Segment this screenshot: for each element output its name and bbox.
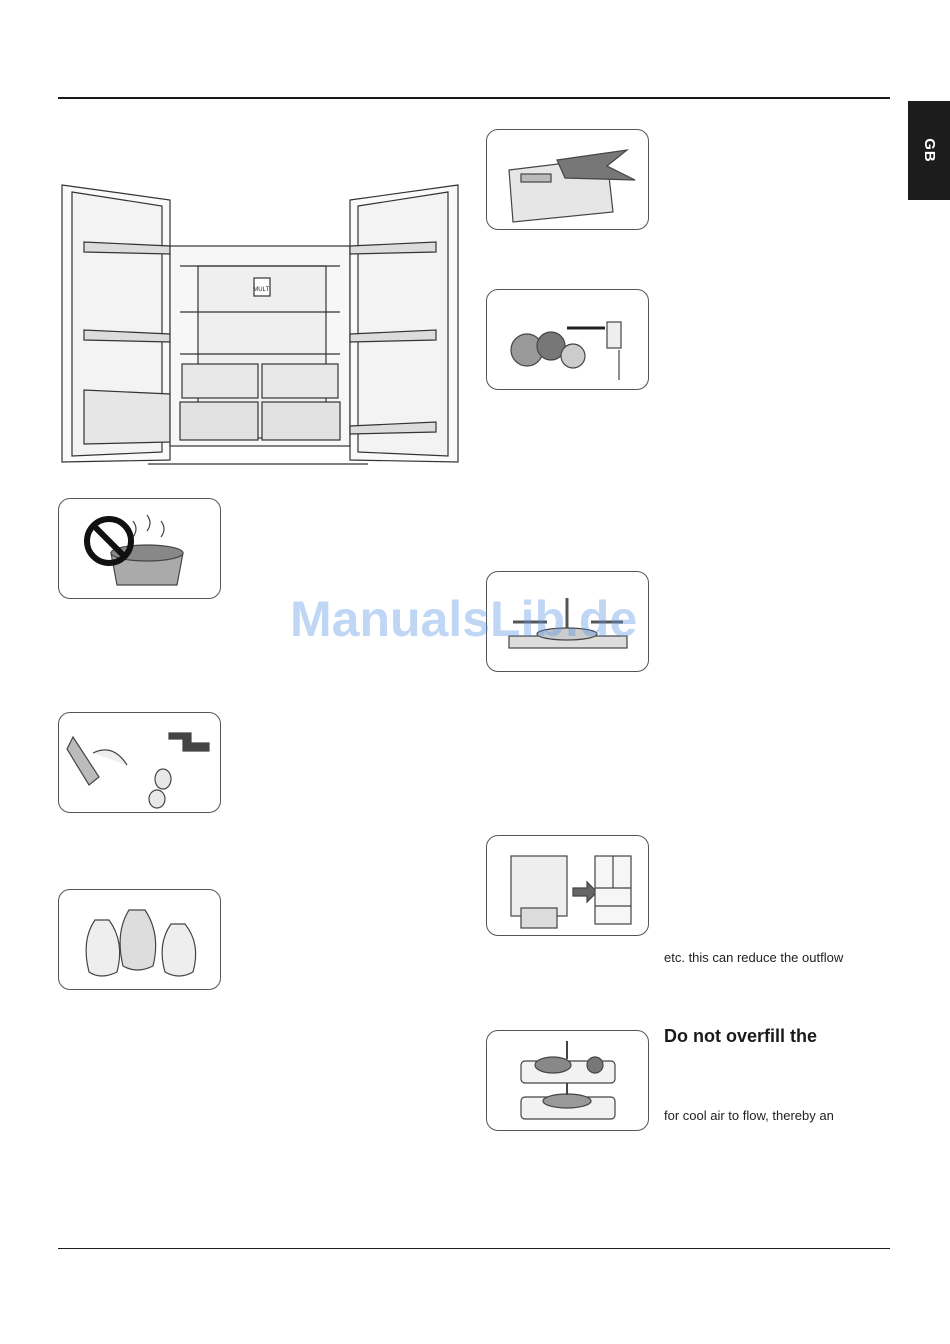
cool-air-text: for cool air to flow, thereby an	[664, 1108, 834, 1123]
fridge-badge: MULTI	[253, 287, 271, 293]
clean-bottles-illustration	[58, 712, 221, 813]
top-rule	[58, 97, 890, 99]
bottom-rule	[58, 1248, 890, 1249]
no-hot-food-illustration	[58, 498, 221, 599]
temperature-control-illustration	[486, 129, 649, 230]
sealed-bags-illustration	[58, 889, 221, 990]
language-tab	[908, 101, 950, 200]
language-tab-label: GB	[920, 138, 938, 163]
outflow-text: etc. this can reduce the outflow	[664, 950, 844, 965]
watermark: ManualsLib.de	[290, 591, 638, 647]
overfill-drawers-illustration	[486, 1030, 649, 1131]
overfill-heading: Do not overfill the	[664, 1026, 817, 1046]
fridge-closed-illustration	[486, 835, 649, 936]
vegetables-spacing-illustration	[486, 289, 649, 390]
fridge-open-illustration	[58, 180, 463, 466]
